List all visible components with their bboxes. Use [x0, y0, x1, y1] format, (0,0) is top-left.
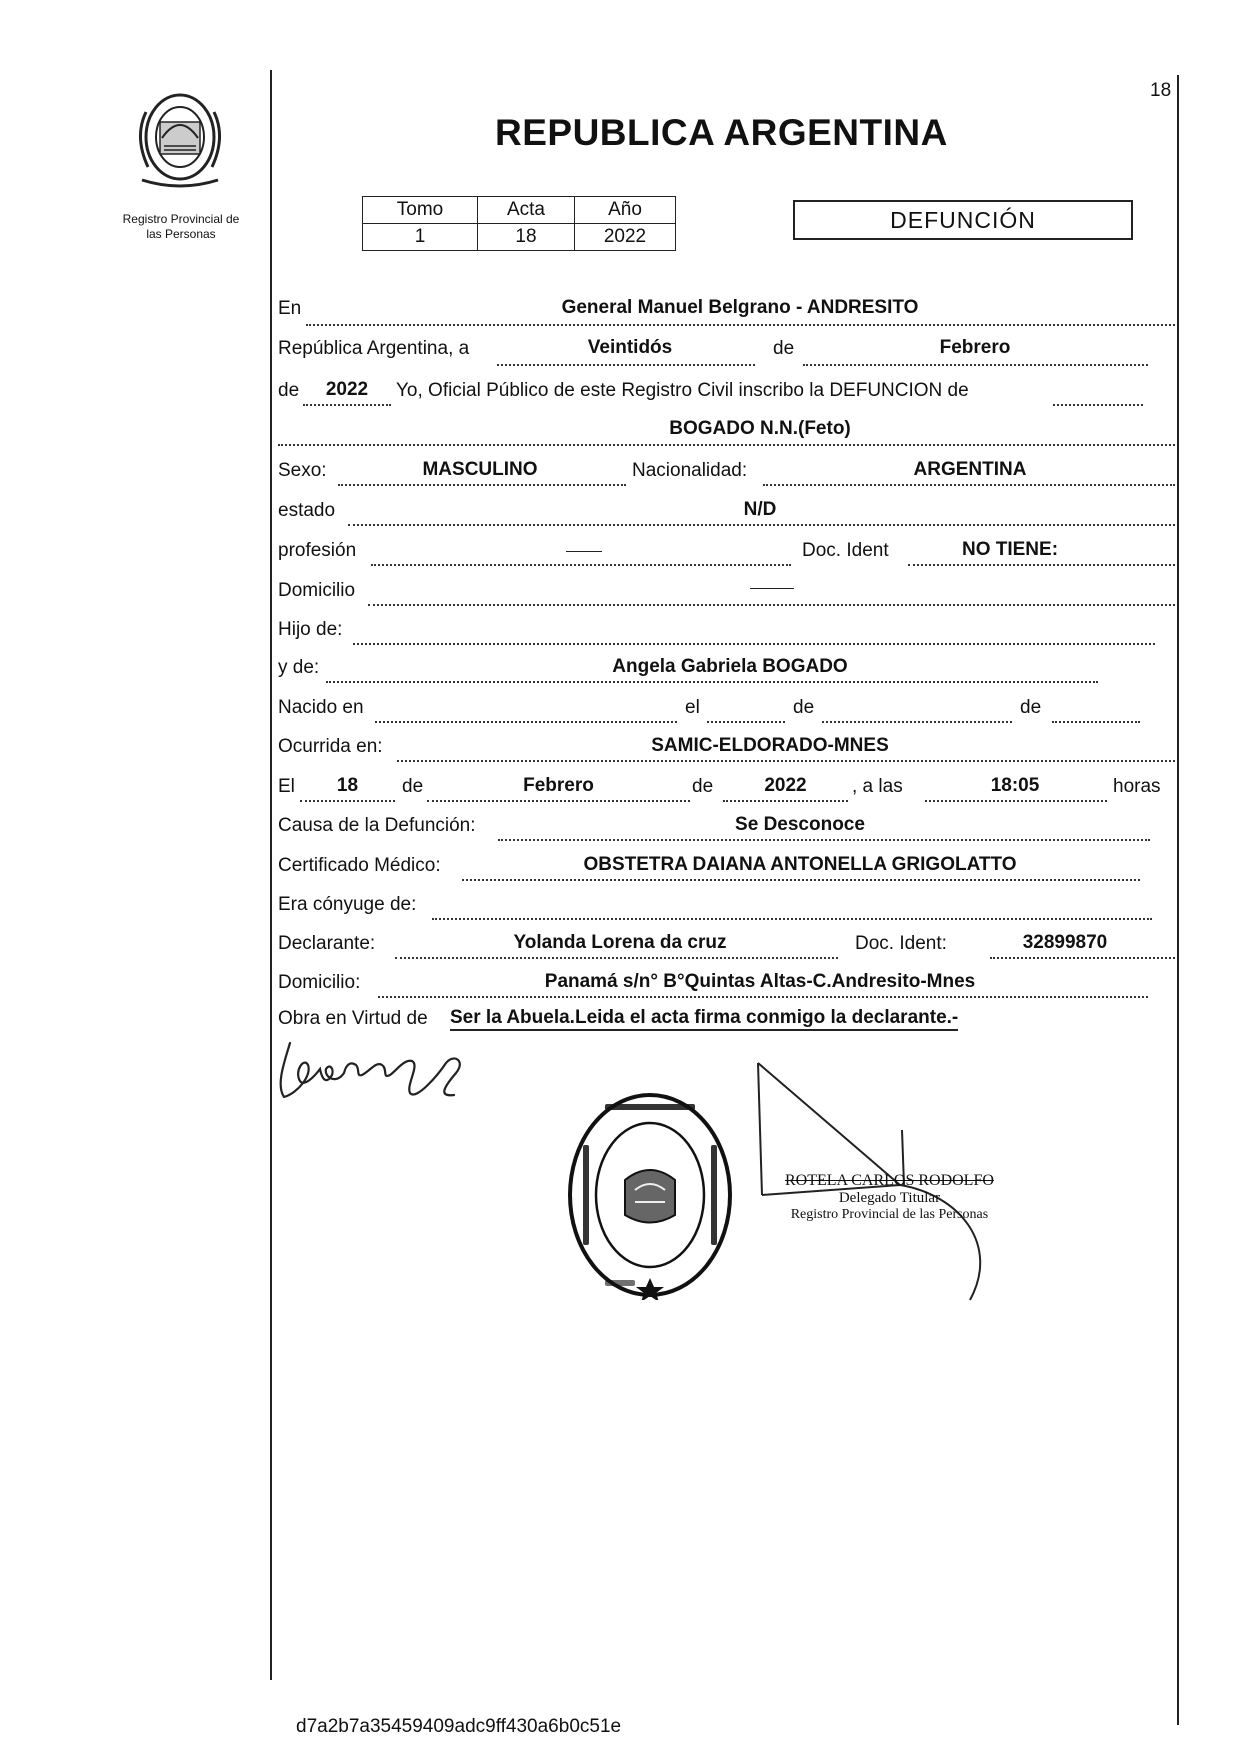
- declarante-value: Yolanda Lorena da cruz: [513, 932, 727, 953]
- deceased-name: BOGADO N.N.(Feto): [669, 418, 851, 439]
- nacido-en-line: [375, 721, 677, 723]
- doc-ident-line: [908, 564, 1175, 566]
- estado-label: estado: [278, 500, 336, 521]
- en-label: En: [278, 298, 302, 319]
- hijo-de-label: Hijo de:: [278, 619, 343, 640]
- ocurrida-value: SAMIC-ELDORADO-MNES: [651, 735, 889, 756]
- year-value: 2022: [325, 379, 369, 400]
- death-month: Febrero: [523, 775, 594, 796]
- page-number: 18: [1150, 80, 1172, 101]
- de-label-1: de: [773, 338, 795, 359]
- declarante-signature: [270, 1035, 500, 1105]
- year-line: [303, 404, 391, 406]
- sexo-value: MASCULINO: [422, 459, 538, 480]
- profesion-dash: [566, 551, 602, 552]
- ocurrida-line: [397, 760, 1175, 762]
- profesion-label: profesión: [278, 540, 357, 561]
- death-time: 18:05: [990, 775, 1040, 796]
- nacido-year-line: [1052, 721, 1140, 723]
- y-de-label: y de:: [278, 657, 320, 678]
- de-label-2: de: [278, 380, 300, 401]
- ano-header: Año: [575, 197, 676, 224]
- death-de-label-1: de: [402, 776, 424, 797]
- left-margin-line: [270, 70, 272, 1680]
- obra-label: Obra en Virtud de: [278, 1008, 428, 1029]
- death-year: 2022: [764, 775, 807, 796]
- obra-value: Ser la Abuela.Leida el acta firma conmigo la declarante.-: [450, 1007, 958, 1031]
- declarante-dom-label: Domicilio:: [278, 972, 361, 993]
- y-de-value: Angela Gabriela BOGADO: [612, 656, 848, 677]
- inscribo-text: Yo, Oficial Público de este Registro Civil inscribo la DEFUNCION de: [396, 380, 969, 401]
- death-day: 18: [336, 775, 359, 796]
- a-las-label: , a las: [852, 776, 903, 797]
- tomo-header: Tomo: [363, 197, 478, 224]
- nacido-el-label: el: [685, 697, 700, 718]
- record-table: [362, 196, 676, 251]
- death-time-line: [925, 800, 1107, 802]
- declarante-doc-label: Doc. Ident:: [855, 933, 947, 954]
- domicilio-line: [368, 604, 1175, 606]
- registry-line-1: Registro Provincial de: [122, 212, 240, 226]
- causa-value: Se Desconoce: [735, 814, 865, 835]
- month-line: [803, 364, 1148, 366]
- registry-line-2: las Personas: [146, 227, 216, 241]
- profesion-line: [371, 564, 791, 566]
- document-hash: d7a2b7a35459409adc9ff430a6b0c51e: [296, 1716, 622, 1737]
- conyuge-label: Era cónyuge de:: [278, 894, 417, 915]
- ocurrida-label: Ocurrida en:: [278, 736, 383, 757]
- officer-role: Delegado Titular: [838, 1190, 941, 1206]
- name-line: [278, 444, 1175, 446]
- inscribo-line: [1053, 404, 1143, 406]
- declarante-doc-line: [990, 957, 1175, 959]
- domicilio-label: Domicilio: [278, 580, 356, 601]
- sexo-line: [338, 484, 626, 486]
- y-de-line: [326, 681, 1098, 683]
- nacionalidad-label: Nacionalidad:: [632, 460, 748, 481]
- death-day-line: [300, 800, 395, 802]
- officer-name: ROTELA CARLOS RODOLFO: [785, 1172, 994, 1189]
- certificado-value: OBSTETRA DAIANA ANTONELLA GRIGOLATTO: [583, 854, 1017, 875]
- nacido-de-label-1: de: [793, 697, 815, 718]
- declarante-dom-value: Panamá s/n° B°Quintas Altas-C.Andresito-Mnes: [544, 971, 976, 992]
- hijo-de-line: [353, 643, 1155, 645]
- causa-label: Causa de la Defunción:: [278, 815, 476, 836]
- certificado-line: [462, 879, 1140, 881]
- day-value: Veintidós: [587, 337, 673, 358]
- en-line: [306, 324, 1175, 326]
- officer-block: [785, 1172, 994, 1223]
- record-type-box: DEFUNCIÓN: [793, 200, 1133, 240]
- death-year-line: [723, 800, 848, 802]
- acta-value: 18: [478, 224, 575, 251]
- officer-registry: Registro Provincial de las Personas: [790, 1207, 989, 1222]
- death-month-line: [427, 800, 690, 802]
- nacido-de-label-2: de: [1020, 697, 1042, 718]
- doc-ident-label: Doc. Ident: [802, 540, 889, 561]
- nacionalidad-value: ARGENTINA: [913, 459, 1027, 480]
- declarante-label: Declarante:: [278, 933, 376, 954]
- domicilio-dash: [750, 588, 794, 589]
- nacido-month-line: [822, 721, 1012, 723]
- republica-label: República Argentina, a: [278, 338, 470, 359]
- sexo-label: Sexo:: [278, 460, 327, 481]
- en-value: General Manuel Belgrano - ANDRESITO: [561, 297, 919, 318]
- month-value: Febrero: [939, 337, 1011, 358]
- right-margin-line: [1177, 75, 1179, 1725]
- nacionalidad-line: [763, 484, 1175, 486]
- provincial-seal-icon: [120, 82, 240, 192]
- registry-stamp: [565, 1090, 735, 1300]
- horas-label: horas: [1113, 776, 1161, 797]
- nacido-en-label: Nacido en: [278, 697, 364, 718]
- declarante-dom-line: [378, 996, 1148, 998]
- estado-value: N/D: [743, 499, 777, 520]
- estado-line: [348, 524, 1175, 526]
- certificado-label: Certificado Médico:: [278, 855, 441, 876]
- acta-header: Acta: [478, 197, 575, 224]
- conyuge-line: [432, 918, 1152, 920]
- declarante-line: [395, 957, 838, 959]
- death-de-label-2: de: [692, 776, 714, 797]
- el-label: El: [278, 776, 295, 797]
- day-line: [497, 364, 755, 366]
- causa-line: [498, 839, 1150, 841]
- ano-value: 2022: [575, 224, 676, 251]
- declarante-doc-value: 32899870: [1022, 932, 1108, 953]
- document-title: REPUBLICA ARGENTINA: [495, 112, 948, 153]
- registry-name: [100, 212, 262, 242]
- tomo-value: 1: [363, 224, 478, 251]
- nacido-day-line: [707, 721, 785, 723]
- doc-ident-value: NO TIENE:: [961, 539, 1059, 560]
